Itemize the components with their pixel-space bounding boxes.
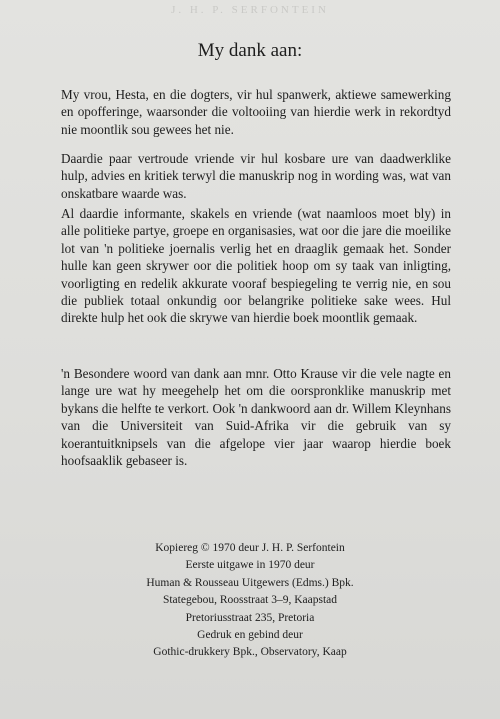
- bleed-through-running-head: J. H. P. SERFONTEIN: [171, 4, 329, 16]
- acknowledgement-paragraph-1: My vrou, Hesta, en die dogters, vir hul spanwerk, aktiewe samewerking en opofferinge, waarsonder die voltooiing van hierdie werk in rekordtyd nie moontlik sou gewees het nie.: [61, 87, 451, 137]
- colophon-line: Pretoriusstraat 235, Pretoria: [185, 611, 315, 624]
- colophon-line: Stategebou, Roosstraat 3–9, Kaapstad: [162, 594, 338, 607]
- page-title: My dank aan:: [197, 40, 303, 61]
- colophon-line: Kopiereg © 1970 deur J. H. P. Serfontein: [155, 542, 345, 554]
- copyright-colophon: [0, 540, 500, 662]
- colophon-line: Gedruk en gebind deur: [197, 629, 303, 642]
- acknowledgement-paragraph-3: Al daardie informante, skakels en vriende (wat naamloos moet bly) in alle politieke partye, groepe en organisasies, wat oor die jare die moeilike lot van 'n politieke joernalis verlig het en draaglik gemaak het. Sonder hulle kan geen skrywer oor die politiek hoop om sy taak van inligting, voorligting en redelik akkurate vooraf bespiegeling te verrig nie, en sou die publiek totaal onkundig oor belangrike politieke sake wees. Hul direkte hulp het ook die skrywe van hierdie boek moontlik gemaak.: [61, 206, 451, 326]
- colophon-line: Human & Rousseau Uitgewers (Edms.) Bpk.: [146, 576, 354, 589]
- acknowledgement-paragraph-2: Daardie paar vertroude vriende vir hul kosbare ure van daadwerklike hulp, advies en kritiek terwyl die manuskrip nog in wording was, wat van onskatbare waarde was.: [61, 151, 451, 201]
- colophon-line: Gothic-drukkery Bpk., Observatory, Kaap: [153, 646, 347, 659]
- colophon-line: Eerste uitgawe in 1970 deur: [185, 559, 315, 572]
- acknowledgement-paragraph-4: 'n Besondere woord van dank aan mnr. Otto Krause vir die vele nagte en lange ure wat hy meegehelp het om die oorspronklike manuskrip met bykans die helfte te verkort. Ook 'n dankwoord aan dr. Willem Kleynhans van die Universiteit van Suid-Afrika vir die gebruik van sy koerantuitknipsels van die afgelope vier jaar waarop hierdie boek hoofsaaklik gebaseer is.: [61, 366, 451, 469]
